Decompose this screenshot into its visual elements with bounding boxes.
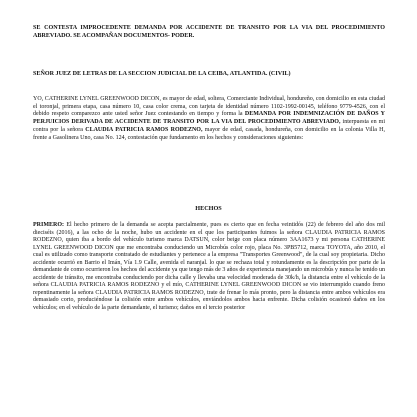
document-subject: SE CONTESTA IMPROCEDENTE DEMANDA POR ACCIDENTE DE TRANSITO POR LA VIA DEL PROCEDIMIENTO ABREVIADO. SE ACOMPAÑAN DOCUMENTOS- PODER. bbox=[33, 25, 385, 39]
intro-text-2: interpuesta en mi contra por la señora bbox=[33, 119, 385, 133]
intro-text-1: YO, CATHERINE LYNEL GREENWOOD DICON, es mayor de edad, soltera, Comerciante Individual, hondureño, con domicilio en esta ciudad el toronjal, primera etapa, casa número 10, casa color crema, con tarjeta de identidad número 1102-1992-00145, teléfono 9779-4526, con el debido respeto comparezco ante usted señor Juez contestando en tiempo y forma la bbox=[33, 96, 385, 118]
document-addressee: SEÑOR JUEZ DE LETRAS DE LA SECCION JUDICIAL DE LA CEIBA, ATLANTIDA. (CIVIL) bbox=[33, 71, 291, 77]
intro-demand-title: DEMANDA POR INDEMNIZACIÓN DE DAÑOS Y PERJUICIOS DERIVADA DE ACCIDENTE DE TRANSITO POR LA VIA DEL PROCEDIMIENTO ABREVIADO, bbox=[33, 111, 386, 126]
intro-paragraph bbox=[33, 96, 385, 142]
primero-label: PRIMERO: bbox=[33, 222, 64, 228]
intro-text-3: mayor de edad, casada, hondureña, con domicilio en la colonia Villa H, frente a Gasolinera Uno, casa No. 124, contestación que fundamento en los hechos y consideraciones siguientes: bbox=[33, 126, 386, 141]
section-heading-hechos: HECHOS bbox=[195, 205, 222, 212]
intro-plaintiff-name: CLAUDIA PATRICIA RAMOS RODEZNO, bbox=[85, 126, 203, 133]
primero-paragraph bbox=[33, 222, 385, 313]
primero-text: El hecho primero de la demanda se acepta parcialmente, pues es cierto que en fecha veintidós (22) de febrero del año dos mil dieciséis (2016), a las ocho de la noche, hubo un accidente en el que los participantes fuimos la señora CLAUDIA PATRICIA RAMOS RODEZNO, quien iba a bordo del vehículo turismo marca DATSUN, color beige con placa número 3AA1673 y mi persona CATHERINE LYNEL GREENWOOD DICON que me encontraba conduciendo un Microbús color rojo, placa No. 3PB5712, marca TOYOTA, año 2010, el cual es utilizado como transporte contratado de estudiantes y pertenece a la empresa "Transportes Greenwood", de la cual soy propietaria. Dicho accidente ocurrió en Barrio el Imán, Vía 1.9 Calle, avenida el naranjal. lo que se rechaza total y rotundamente es la descripción por parte de la demandante de como ocurrieron los hechos del accidente ya que tengo más de 3 años de experiencia manejando un microbús y nunca he tenido un accidente de tránsito, me encontraba conduciendo por dicha calle y llevaba una velocidad moderada de 30k/h, la distancia entre el vehículo de la señora CLAUDIA PATRICIA RAMOS RODEZNO y el mío, CATHERINE LYNEL GREENWOOD DICON se vio interrumpido cuando freno repentinamente la señora CLAUDIA PATRICIA RAMOS RODEZNO, trate de frenar lo más pronto, pero la distancia entre ambos vehículos era demasiado corto, produciéndose la colisión entre ambos vehículos, enviándolos ambos hacia enfrente. Dicha colisión ocasionó daños en los vehículos; en el vehículo de la parte demandante, el turismo; daños en el tercio posterior bbox=[33, 222, 385, 312]
